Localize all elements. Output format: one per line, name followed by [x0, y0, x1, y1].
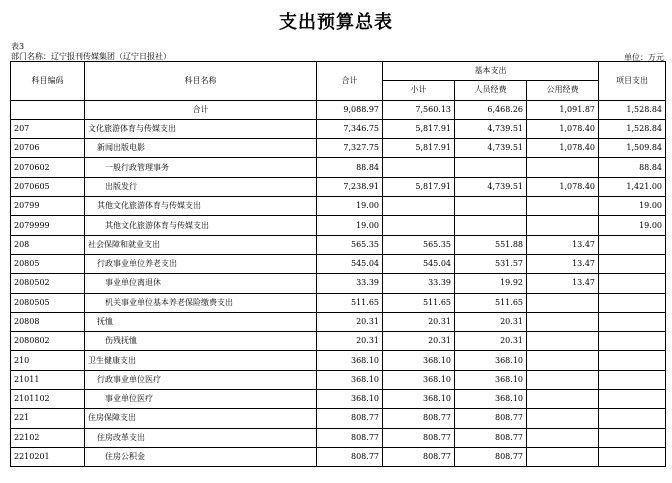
- header-personnel: 人员经费: [455, 81, 527, 100]
- cell-total: 368.10: [317, 370, 383, 389]
- cell-public: 1,078.40: [527, 139, 599, 158]
- cell-subtotal: 20.31: [383, 312, 455, 331]
- table-row: [11, 274, 666, 293]
- cell-project: 1,421.00: [599, 177, 666, 196]
- cell-name: 出版发行: [85, 177, 317, 196]
- cell-subtotal: 808.77: [383, 409, 455, 428]
- cell-public: [527, 409, 599, 428]
- cell-subtotal: 20.31: [383, 332, 455, 351]
- total-total: 9,088.97: [317, 100, 383, 119]
- cell-subtotal: [383, 216, 455, 235]
- cell-name: 行政事业单位医疗: [85, 370, 317, 389]
- cell-code: 210: [11, 351, 85, 370]
- cell-public: 13.47: [527, 274, 599, 293]
- cell-name: 伤残抚恤: [85, 332, 317, 351]
- header-name: 科目名称: [85, 62, 317, 101]
- table-row: [11, 428, 666, 447]
- cell-personnel: 4,739.51: [455, 119, 527, 138]
- cell-project: [599, 409, 666, 428]
- table-row: [11, 139, 666, 158]
- page-title: 支出预算总表: [279, 12, 393, 33]
- cell-total: 511.65: [317, 293, 383, 312]
- cell-personnel: 4,739.51: [455, 139, 527, 158]
- cell-code: 21011: [11, 370, 85, 389]
- cell-subtotal: [383, 197, 455, 216]
- cell-total: 20.31: [317, 332, 383, 351]
- total-code: [11, 100, 85, 119]
- cell-code: 2080502: [11, 274, 85, 293]
- cell-project: [599, 332, 666, 351]
- cell-project: 1,528.84: [599, 119, 666, 138]
- cell-public: [527, 332, 599, 351]
- table-row: [11, 293, 666, 312]
- cell-public: [527, 158, 599, 177]
- cell-personnel: 368.10: [455, 351, 527, 370]
- cell-subtotal: [383, 158, 455, 177]
- cell-public: 1,078.40: [527, 119, 599, 138]
- cell-project: [599, 390, 666, 409]
- table-row: [11, 119, 666, 138]
- table-row: [11, 216, 666, 235]
- cell-name: 事业单位离退休: [85, 274, 317, 293]
- cell-code: 20808: [11, 312, 85, 331]
- cell-personnel: 368.10: [455, 370, 527, 389]
- table-row: [11, 312, 666, 331]
- table-row: [11, 197, 666, 216]
- cell-subtotal: 33.39: [383, 274, 455, 293]
- cell-personnel: 4,739.51: [455, 177, 527, 196]
- cell-personnel: 368.10: [455, 390, 527, 409]
- cell-code: 22102: [11, 428, 85, 447]
- cell-name: 住房保障支出: [85, 409, 317, 428]
- cell-public: [527, 216, 599, 235]
- cell-total: 545.04: [317, 254, 383, 273]
- total-project: 1,528.84: [599, 100, 666, 119]
- department-name: 部门名称：辽宁报刊传媒集团（辽宁日报社）: [11, 52, 171, 61]
- header-public: 公用经费: [527, 81, 599, 100]
- cell-subtotal: 5,817.91: [383, 139, 455, 158]
- cell-project: [599, 274, 666, 293]
- cell-project: [599, 370, 666, 389]
- total-label: 合计: [85, 100, 317, 119]
- cell-total: 19.00: [317, 216, 383, 235]
- table-row: [11, 158, 666, 177]
- cell-code: 207: [11, 119, 85, 138]
- cell-total: 808.77: [317, 409, 383, 428]
- cell-code: 208: [11, 235, 85, 254]
- table-row: [11, 235, 666, 254]
- cell-code: 20706: [11, 139, 85, 158]
- cell-project: [599, 428, 666, 447]
- cell-public: [527, 351, 599, 370]
- cell-personnel: 808.77: [455, 447, 527, 466]
- cell-personnel: 808.77: [455, 428, 527, 447]
- cell-subtotal: 5,817.91: [383, 177, 455, 196]
- cell-code: 2079999: [11, 216, 85, 235]
- cell-project: 1,509.84: [599, 139, 666, 158]
- cell-subtotal: 368.10: [383, 390, 455, 409]
- cell-public: [527, 370, 599, 389]
- cell-total: 33.39: [317, 274, 383, 293]
- cell-subtotal: 5,817.91: [383, 119, 455, 138]
- cell-code: 2210201: [11, 447, 85, 466]
- table-row: [11, 332, 666, 351]
- total-personnel: 6,468.26: [455, 100, 527, 119]
- cell-code: 2080802: [11, 332, 85, 351]
- table-row: [11, 447, 666, 466]
- table-row: [11, 370, 666, 389]
- cell-name: 卫生健康支出: [85, 351, 317, 370]
- budget-table: [10, 61, 666, 467]
- cell-subtotal: 545.04: [383, 254, 455, 273]
- cell-personnel: 808.77: [455, 409, 527, 428]
- cell-public: [527, 197, 599, 216]
- cell-code: 2070605: [11, 177, 85, 196]
- cell-name: 抚恤: [85, 312, 317, 331]
- cell-subtotal: 368.10: [383, 351, 455, 370]
- cell-total: 7,327.75: [317, 139, 383, 158]
- cell-code: 2080505: [11, 293, 85, 312]
- cell-total: 565.35: [317, 235, 383, 254]
- cell-name: 事业单位医疗: [85, 390, 317, 409]
- unit-label: 单位：万元: [624, 53, 664, 62]
- cell-public: [527, 390, 599, 409]
- cell-personnel: [455, 197, 527, 216]
- cell-total: 808.77: [317, 447, 383, 466]
- cell-name: 机关事业单位基本养老保险缴费支出: [85, 293, 317, 312]
- cell-project: [599, 447, 666, 466]
- header-subtotal: 小计: [383, 81, 455, 100]
- total-row: [11, 100, 666, 119]
- cell-code: 20805: [11, 254, 85, 273]
- cell-name: 文化旅游体育与传媒支出: [85, 119, 317, 138]
- cell-name: 住房改革支出: [85, 428, 317, 447]
- table-row: [11, 409, 666, 428]
- table-row: [11, 177, 666, 196]
- cell-project: [599, 312, 666, 331]
- cell-name: 其他文化旅游体育与传媒支出: [85, 216, 317, 235]
- header-row-1: [11, 62, 666, 81]
- cell-subtotal: 565.35: [383, 235, 455, 254]
- cell-name: 住房公积金: [85, 447, 317, 466]
- cell-total: 368.10: [317, 351, 383, 370]
- cell-personnel: 20.31: [455, 312, 527, 331]
- cell-personnel: [455, 158, 527, 177]
- cell-public: 1,078.40: [527, 177, 599, 196]
- cell-name: 新闻出版电影: [85, 139, 317, 158]
- cell-personnel: 511.65: [455, 293, 527, 312]
- cell-public: 13.47: [527, 235, 599, 254]
- cell-personnel: 531.57: [455, 254, 527, 273]
- total-public: 1,091.87: [527, 100, 599, 119]
- cell-code: 221: [11, 409, 85, 428]
- cell-project: [599, 293, 666, 312]
- cell-personnel: [455, 216, 527, 235]
- cell-total: 19.00: [317, 197, 383, 216]
- header-total: 合计: [317, 62, 383, 101]
- header-code: 科目编码: [11, 62, 85, 101]
- cell-code: 20799: [11, 197, 85, 216]
- cell-project: [599, 254, 666, 273]
- cell-subtotal: 511.65: [383, 293, 455, 312]
- cell-public: [527, 293, 599, 312]
- cell-project: 88.84: [599, 158, 666, 177]
- cell-name: 其他文化旅游体育与传媒支出: [85, 197, 317, 216]
- cell-public: 13.47: [527, 254, 599, 273]
- cell-public: [527, 312, 599, 331]
- cell-project: [599, 351, 666, 370]
- cell-personnel: 20.31: [455, 332, 527, 351]
- cell-code: 2101102: [11, 390, 85, 409]
- cell-name: 社会保障和就业支出: [85, 235, 317, 254]
- cell-personnel: 19.92: [455, 274, 527, 293]
- header-project: 项目支出: [599, 62, 666, 101]
- table-number: 表3: [11, 42, 25, 51]
- cell-personnel: 551.88: [455, 235, 527, 254]
- cell-name: 行政事业单位养老支出: [85, 254, 317, 273]
- total-subtotal: 7,560.13: [383, 100, 455, 119]
- header-basic: 基本支出: [383, 62, 599, 81]
- cell-total: 7,238.91: [317, 177, 383, 196]
- cell-public: [527, 447, 599, 466]
- cell-project: 19.00: [599, 216, 666, 235]
- cell-project: [599, 235, 666, 254]
- table-row: [11, 351, 666, 370]
- table-row: [11, 390, 666, 409]
- cell-total: 20.31: [317, 312, 383, 331]
- cell-total: 7,346.75: [317, 119, 383, 138]
- cell-total: 88.84: [317, 158, 383, 177]
- table-row: [11, 254, 666, 273]
- cell-total: 808.77: [317, 428, 383, 447]
- cell-name: 一般行政管理事务: [85, 158, 317, 177]
- cell-project: 19.00: [599, 197, 666, 216]
- cell-subtotal: 808.77: [383, 447, 455, 466]
- cell-code: 2070602: [11, 158, 85, 177]
- cell-total: 368.10: [317, 390, 383, 409]
- cell-public: [527, 428, 599, 447]
- cell-subtotal: 368.10: [383, 370, 455, 389]
- cell-subtotal: 808.77: [383, 428, 455, 447]
